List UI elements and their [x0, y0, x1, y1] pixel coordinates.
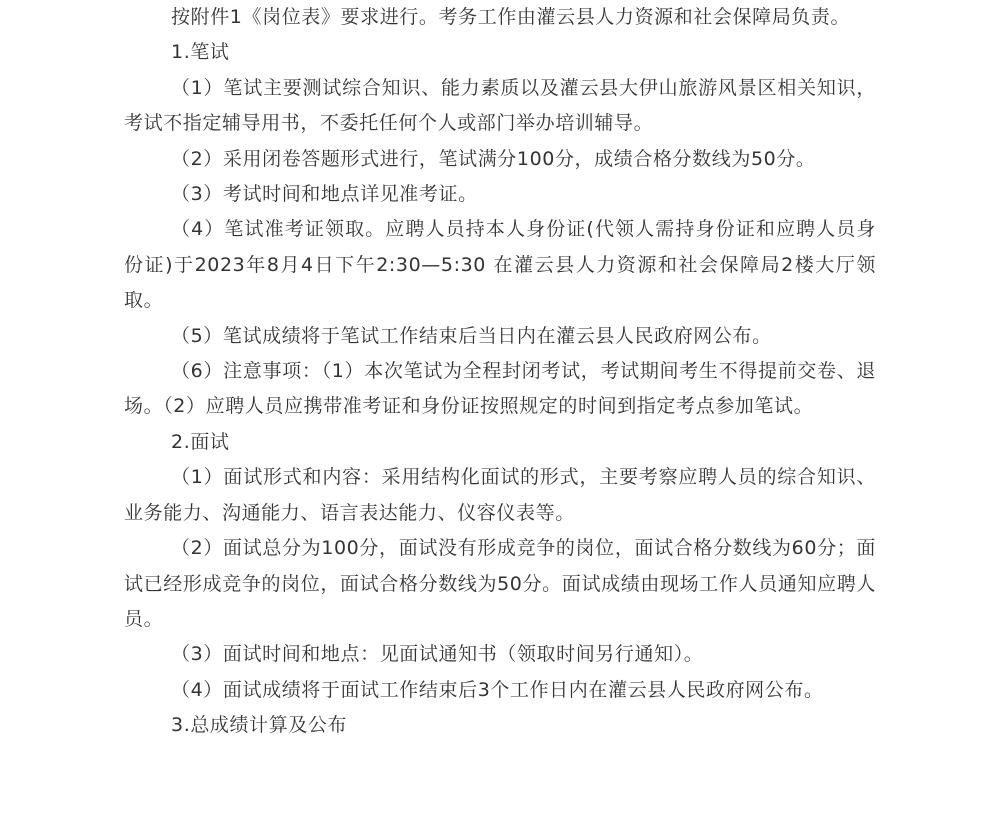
- paragraph-admission-ticket: （4）笔试准考证领取。应聘人员持本人身份证(代领人需持身份证和应聘人员身份证)于2023年8月4日下午2:30—5:30 在灌云县人力资源和社会保障局2楼大厅领取。: [124, 218, 876, 312]
- paragraph-written-notes: （6）注意事项：（1）本次笔试为全程封闭考试，考试期间考生不得提前交卷、退场。（2）应聘人员应携带准考证和身份证按照规定的时间到指定考点参加笔试。: [124, 360, 876, 418]
- paragraph-written-results: （5）笔试成绩将于笔试工作结束后当日内在灌云县人民政府网公布。: [171, 324, 772, 347]
- paragraph-interview-format: （1）面试形式和内容：采用结构化面试的形式，主要考察应聘人员的综合知识、业务能力、沟通能力、语言表达能力、仪容仪表等。: [124, 466, 876, 524]
- paragraph-exam-organization: 按附件1《岗位表》要求进行。考务工作由灌云县人力资源和社会保障局负责。: [171, 6, 851, 28]
- paragraph-written-format: （2）采用闭卷答题形式进行，笔试满分100分，成绩合格分数线为50分。: [171, 147, 816, 170]
- section-heading-interview: 2.面试: [171, 430, 230, 453]
- paragraph-interview-time-place: （3）面试时间和地点：见面试通知书（领取时间另行通知）。: [171, 643, 704, 666]
- section-heading-written-exam: 1.笔试: [171, 41, 230, 64]
- paragraph-interview-score: （2）面试总分为100分，面试没有形成竞争的岗位，面试合格分数线为60分；面试已经形成竞争的岗位，面试合格分数线为50分。面试成绩由现场工作人员通知应聘人员。: [124, 537, 876, 630]
- paragraph-interview-results: （4）面试成绩将于面试工作结束后3个工作日内在灌云县人民政府网公布。: [171, 678, 824, 701]
- document-body: [124, 0, 876, 744]
- paragraph-written-content: （1）笔试主要测试综合知识、能力素质以及灌云县大伊山旅游风景区相关知识，考试不指定辅导用书，不委托任何个人或部门举办培训辅导。: [124, 76, 876, 135]
- section-heading-total-score: 3.总成绩计算及公布: [171, 714, 348, 737]
- paragraph-written-time-place: （3）考试时间和地点详见准考证。: [171, 183, 478, 206]
